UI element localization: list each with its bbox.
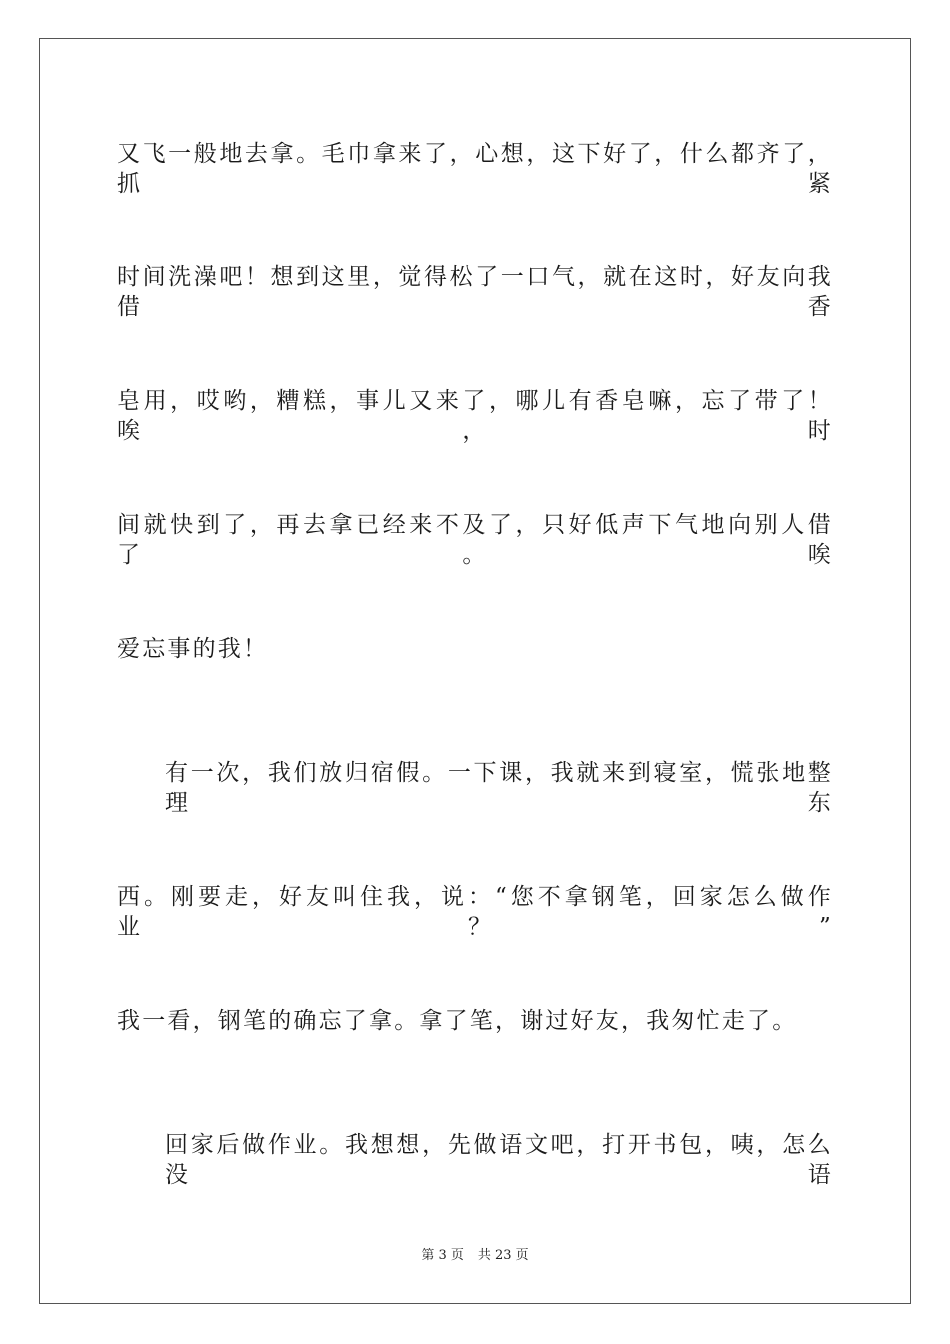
paragraph-start-1: 有一次，我们放归宿假。一下课，我就来到寝室，慌张地整理东	[165, 760, 833, 816]
paragraph-start-2: 回家后做作业。我想想，先做语文吧，打开书包，咦，怎么没语	[165, 1132, 833, 1188]
page-border	[39, 38, 911, 1304]
text-line-7: 西。刚要走，好友叫住我，说：“您不拿钢笔，回家怎么做作业？”	[117, 884, 833, 940]
text-line-3: 皂用，哎哟，糟糕，事儿又来了，哪儿有香皂嘛，忘了带了！唉，时	[117, 388, 833, 444]
text-line-5: 爱忘事的我！	[117, 636, 269, 662]
text-line-4: 间就快到了，再去拿已经来不及了，只好低声下气地向别人借了。唉	[117, 512, 833, 568]
total-pages: 共 23 页	[477, 1248, 529, 1263]
text-line-8: 我一看，钢笔的确忘了拿。拿了笔，谢过好友，我匆忙走了。	[117, 1008, 798, 1034]
page-footer	[0, 1247, 950, 1265]
text-line-1: 又飞一般地去拿。毛巾拿来了，心想，这下好了，什么都齐了，抓紧	[117, 141, 833, 197]
page-number: 第 3 页	[421, 1248, 464, 1263]
text-line-2: 时间洗澡吧！想到这里，觉得松了一口气，就在这时，好友向我借香	[117, 264, 833, 320]
